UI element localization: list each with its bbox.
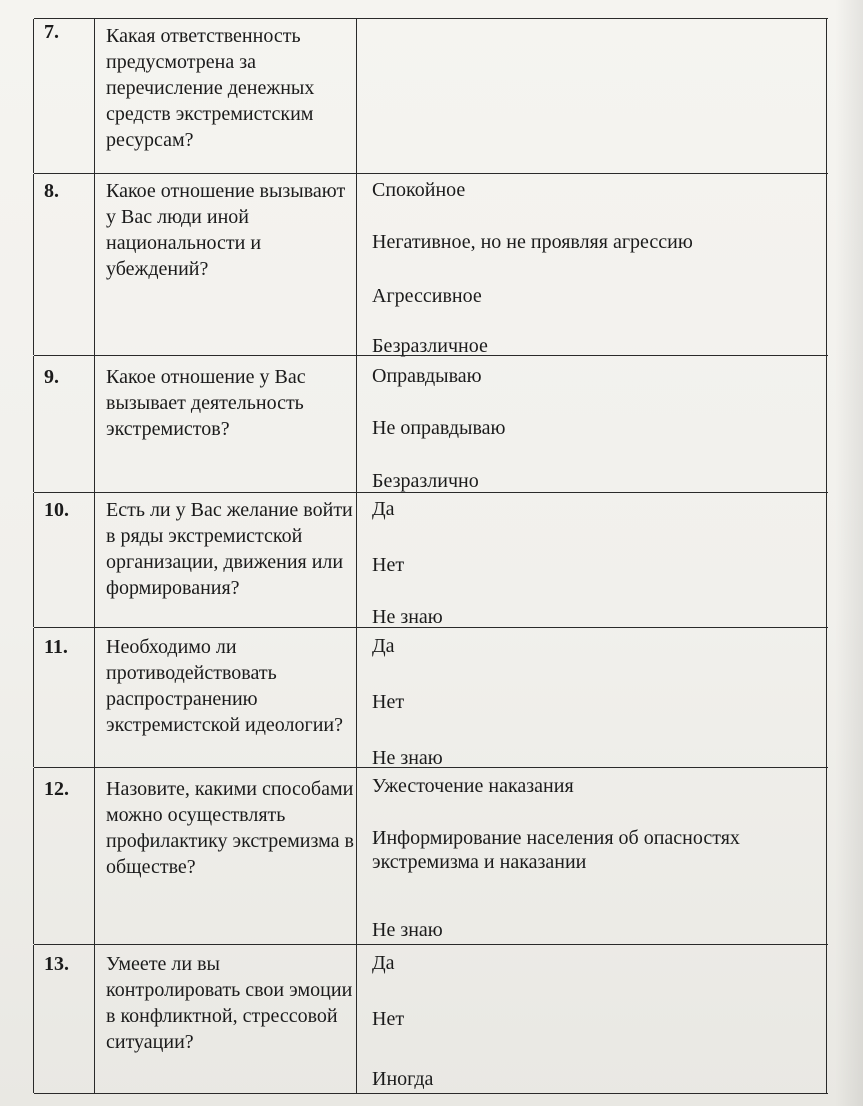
answer-option: Нет	[372, 1008, 405, 1030]
question-number: 13.	[44, 953, 69, 975]
answer-option: Информирование населения об опасностях экстремизма и наказании	[372, 827, 740, 873]
answer-option: Оправдываю	[372, 365, 482, 387]
answer-option: Да	[372, 635, 395, 657]
table-row	[34, 767, 828, 944]
answer-option: Безразлично	[372, 470, 479, 492]
answer-option: Агрессивное	[372, 285, 482, 307]
table-row	[34, 944, 828, 1094]
answer-option: Нет	[372, 691, 405, 713]
answer-option: Безразличное	[372, 335, 488, 357]
answer-option: Иногда	[372, 1068, 434, 1090]
answer-option: Не знаю	[372, 747, 443, 769]
answer-option: Не знаю	[372, 606, 443, 628]
answer-option: Не оправдываю	[372, 417, 506, 439]
answer-option: Спокойное	[372, 179, 466, 201]
question-number: 8.	[44, 180, 59, 202]
question-text: Какое отношение у Вас вызывает деятельность экстремистов?	[106, 366, 306, 440]
question-text: Какая ответственность предусмотрена за перечисление денежных средств экстремистским ресурсам?	[106, 25, 315, 151]
table-row	[34, 18, 828, 173]
question-number: 11.	[44, 636, 68, 658]
answer-option: Да	[372, 952, 395, 974]
question-number: 10.	[44, 499, 69, 521]
table-row	[34, 355, 828, 492]
table-row	[34, 627, 828, 767]
question-text: Назовите, какими способами можно осуществлять профилактику экстремизма в обществе?	[106, 778, 354, 878]
answer-option: Нет	[372, 554, 405, 576]
answer-option: Негативное, но не проявляя агрессию	[372, 231, 693, 253]
answer-option: Да	[372, 498, 395, 520]
question-text: Какое отношение вызывают у Вас люди иной национальности и убеждений?	[106, 180, 346, 280]
answer-option: Не знаю	[372, 919, 443, 941]
table-row	[34, 173, 828, 355]
question-number: 7.	[44, 21, 59, 43]
answer-option: Ужесточение наказания	[372, 775, 574, 797]
question-text: Умеете ли вы контролировать свои эмоции в конфликтной, стрессовой ситуации?	[106, 953, 353, 1053]
question-text: Необходимо ли противодействовать распространению экстремистской идеологии?	[106, 636, 344, 736]
question-number: 9.	[44, 366, 59, 388]
question-number: 12.	[44, 778, 69, 800]
table-row	[34, 492, 828, 627]
page-shadow	[835, 0, 863, 1106]
question-text: Есть ли у Вас желание войти в ряды экстремистской организации, движения или формирования?	[106, 499, 353, 599]
